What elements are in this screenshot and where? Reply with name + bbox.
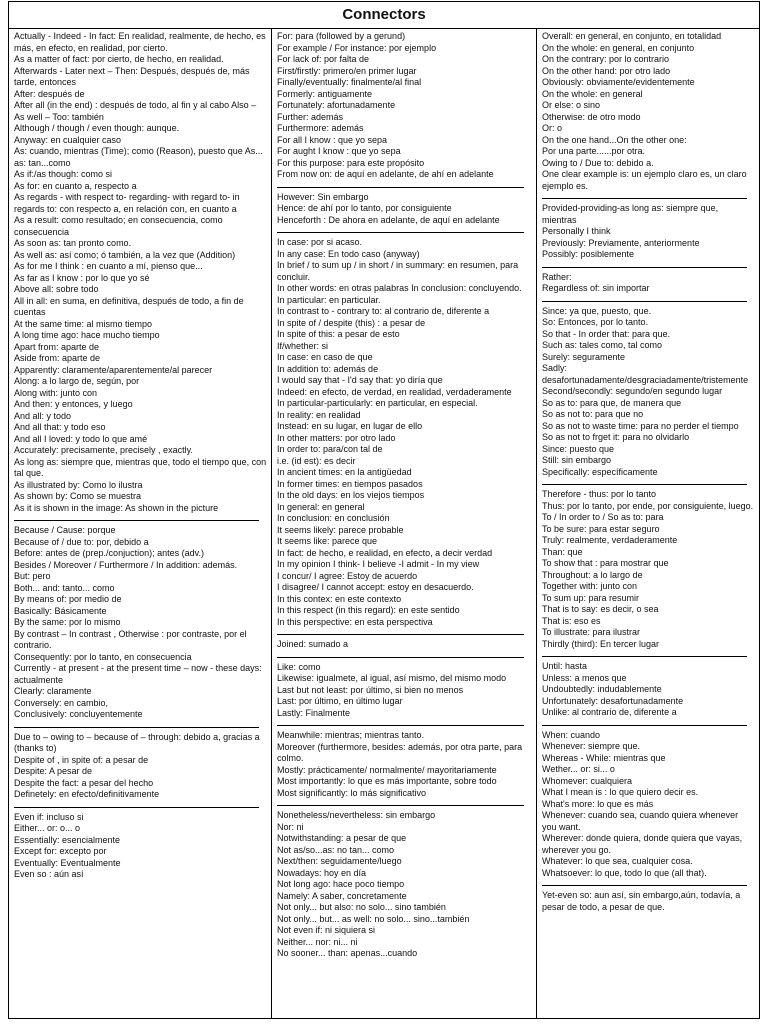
connector-entry: And all I loved: y todo lo que amé (14, 433, 148, 444)
connector-group (542, 489, 755, 650)
connector-entry: What's more: lo que es más (542, 798, 654, 809)
connector-entry: Clearly: claramente (14, 686, 92, 696)
connector-entry: Due to – owing to – because of – through: debido a, gracias a (thanks to) (14, 731, 260, 753)
connector-entry: So as not to frget it: para no olvidarlo (542, 432, 690, 442)
connector-entry: In particular: en particular. (277, 294, 381, 305)
connector-entry: As a result: como resultado; en consecuencia, como consecuencia (14, 215, 223, 237)
connector-entry: Both... and: tanto... como (14, 582, 115, 593)
connector-entry: In contrast to - contrary to: al contrario de, diferente a (277, 306, 490, 316)
connector-entry: Apart from: aparte de (14, 341, 100, 352)
connector-entry: Whenever: siempre que. (542, 741, 641, 751)
connector-entry: In other words: en otras palabras In conclusion: concluyendo. (277, 283, 522, 293)
connector-entry: Most significantly: lo más significativo (277, 787, 427, 798)
connector-entry: Basically: Básicamente (14, 605, 107, 616)
connector-entry: Thus: por lo tanto, por ende, por consiguiente, luego. (542, 500, 754, 511)
connector-entry: For lack of: por falta de (277, 54, 370, 64)
column-2 (272, 29, 537, 1018)
connector-entry: Overall: en general, en conjunto, en totalidad (542, 31, 722, 41)
connector-entry: Until: hasta (542, 661, 588, 671)
connector-entry: In other matters: por otro lado (277, 432, 396, 443)
connector-entry: As a matter of fact: por cierto, de hecho, en realidad. (14, 54, 224, 64)
connector-entry: So as to: para que, de manera que (542, 397, 682, 408)
connector-entry: For aught I know : que yo sepa (277, 146, 401, 156)
connector-entry: To be sure: para estar seguro (542, 523, 660, 534)
connector-entry: Actually - Indeed - In fact: En realidad, realmente, de hecho, es más, en efecto, en realidad, por cierto. (14, 31, 266, 53)
connector-entry: By contrast – In contrast , Otherwise : por contraste, por el contrario. (14, 628, 247, 650)
connector-group (277, 237, 532, 628)
connector-entry: As illustrated by: Como lo ilustra (14, 479, 143, 490)
connector-entry: Because of / due to: por, debido a (14, 536, 149, 547)
connector-entry: In former times: en tiempos pasados (277, 478, 423, 489)
connector-entry: Por una parte......por otra. (542, 146, 646, 156)
connector-entry: Unfortunately: desafortunadamente (542, 695, 684, 706)
section-divider (277, 657, 524, 658)
connector-entry: Furthermore: además (277, 123, 364, 133)
connector-entry: I concur/ I agree: Estoy de acuerdo (277, 570, 418, 581)
section-divider (277, 634, 524, 635)
section-divider (542, 484, 747, 485)
connector-entry: From now on: de aquí en adelante, de ahí en adelante (277, 169, 494, 179)
connector-entry: Conversely: en cambio, (14, 697, 109, 708)
connector-entry: Indeed: en efecto, de verdad, en realidad, verdaderamente (277, 386, 512, 397)
connector-group (542, 31, 755, 192)
connector-entry: What I mean is : lo que quiero decir es. (542, 787, 699, 797)
connector-entry: As far as I know : por lo que yo sé (14, 272, 150, 283)
connector-entry: Not long ago: hace poco tiempo (277, 879, 405, 889)
connector-entry: In ancient times: en la antigüedad (277, 467, 412, 477)
connector-entry: But: pero (14, 571, 51, 581)
connector-entry: Along: a lo largo de, según, por (14, 376, 140, 386)
connector-entry: Conclusively: concluyentemente (14, 709, 143, 719)
connector-entry: All in all: en suma, en definitiva, después de todo, a fin de cuentas (14, 295, 244, 317)
connector-entry: In any case: En todo caso (anyway) (277, 248, 420, 259)
connector-entry: Since: puesto que (542, 443, 615, 454)
section-divider (277, 805, 524, 806)
connector-entry: First/firstly: primero/en primer lugar (277, 65, 417, 76)
connector-group (542, 661, 755, 719)
connector-entry: As for: en cuanto a, respecto a (14, 180, 137, 191)
connector-entry: However: Sin embargo (277, 191, 369, 202)
connector-entry: At the same time: al mismo tiempo (14, 318, 153, 329)
connector-entry: As soon as: tan pronto como. (14, 238, 132, 248)
connector-entry: By the same: por lo mismo (14, 617, 121, 627)
connector-group (542, 306, 755, 479)
section-divider (14, 807, 259, 808)
connector-entry: Lastly: Finalmente (277, 707, 351, 718)
connector-entry: In reality: en realidad (277, 409, 361, 420)
connectors-sheet (8, 1, 760, 1019)
connector-entry: After: después de (14, 88, 85, 99)
section-divider (277, 187, 524, 188)
section-divider (277, 725, 524, 726)
connector-entry: Than: que (542, 546, 583, 557)
connector-entry: Or else: o sino (542, 100, 601, 110)
connector-group (277, 192, 532, 227)
connector-entry: Nowadays: hoy en día (277, 867, 367, 878)
connector-entry: Whenever: cuando sea, cuando quiera whenever you want. (542, 810, 739, 832)
connector-entry: Namely: A saber, concretamente (277, 890, 407, 901)
connector-entry: Not as/so...as: no tan... como (277, 844, 395, 855)
connector-entry: In my opinion I think- I believe -I admit - In my view (277, 559, 480, 569)
connector-entry: Not only... but also: no solo... sino también (277, 902, 446, 912)
connector-entry: Henceforth : De ahora en adelante, de aquí en adelante (277, 214, 500, 225)
column-3 (537, 29, 759, 1018)
connector-group (277, 662, 532, 720)
page-title: Connectors (9, 2, 759, 29)
connector-entry: Whereas - While: mientras que (542, 752, 666, 763)
connector-entry: Most importantly: lo que es más importante, sobre todo (277, 776, 497, 786)
connector-group (542, 272, 755, 295)
connector-entry: To show that : para mostrar que (542, 558, 669, 568)
connector-entry: Second/secondly: segundo/en segundo lugar (542, 386, 723, 396)
connector-entry: On the whole: en general (542, 88, 643, 99)
connector-entry: In particular-particularly: en particular, en especial. (277, 398, 478, 408)
connector-entry: Owing to / Due to: debido a. (542, 157, 654, 168)
connector-entry: In brief / to sum up / in short / in summary: en resumen, para concluir. (277, 260, 519, 282)
connector-entry: Unless: a menos que (542, 672, 627, 683)
section-divider (14, 727, 259, 728)
connector-entry: As it is shown in the image: As shown in the picture (14, 502, 219, 513)
connector-entry: Finally/eventually: finalmente/al final (277, 77, 422, 87)
connector-entry: So as not to: para que no (542, 409, 644, 419)
section-divider (542, 885, 747, 886)
connector-entry: As well as: así como; ó también, a la vez que (Addition) (14, 249, 236, 260)
connector-entry: Such as: tales como, tal como (542, 340, 663, 350)
connector-entry: Even if: incluso si (14, 811, 84, 822)
connector-entry: In the old days: en los viejos tiempos (277, 490, 425, 500)
connector-entry: And all: y todo (14, 410, 72, 421)
connector-entry: In case: por si acaso. (277, 237, 363, 247)
connector-entry: So as not to waste time: para no perder el tiempo (542, 420, 739, 431)
connector-entry: Since: ya que, puesto, que. (542, 305, 652, 316)
connector-entry: As: cuando, mientras (Time); como (Reason), puesto que As... as: tan...como (14, 146, 263, 168)
column-1 (9, 29, 272, 1018)
connector-entry: Despite: A pesar de (14, 766, 93, 776)
connector-entry: In addition to: además de (277, 363, 379, 374)
connector-entry: As if:/as though: como si (14, 169, 113, 179)
connector-entry: Previously: Previamente, anteriormente (542, 237, 700, 248)
connector-entry: Not only... but... as well: no solo... sino...también (277, 913, 470, 924)
section-divider (542, 267, 747, 268)
connector-entry: Notwithstanding: a pesar de que (277, 833, 407, 843)
connector-entry: That is to say: es decir, o sea (542, 604, 659, 614)
connector-entry: To / In order to / So as to: para (542, 512, 664, 522)
connector-entry: Yet-even so: aun así, sin embargo,aún, todavía, a pesar de todo, a pesar de que. (542, 890, 741, 912)
connector-entry: Except for: excepto por (14, 846, 107, 856)
connector-group (14, 525, 267, 721)
connector-entry: In case: en caso de que (277, 352, 373, 362)
connector-entry: Therefore - thus: por lo tanto (542, 489, 657, 499)
connector-entry: No sooner... than: apenas...cuando (277, 948, 418, 958)
connector-entry: Obviously: obviamente/evidentemente (542, 77, 695, 87)
connector-entry: Surely: seguramente (542, 351, 626, 362)
connector-entry: Still: sin embargo (542, 455, 612, 465)
connector-entry: For this purpose: para este propósito (277, 157, 425, 168)
connector-entry: After all (in the end) : después de todo, al fin y al cabo Also – As well – Too: también (14, 100, 257, 122)
connector-entry: Thirdly (third): En tercer lugar (542, 638, 660, 649)
connector-entry: On the other hand: por otro lado (542, 65, 671, 76)
columns-container (9, 29, 759, 1018)
connector-entry: Not even if: ni siquiera si (277, 925, 376, 935)
connector-entry: One clear example is: un ejemplo claro es, un claro ejemplo es. (542, 169, 747, 191)
connector-entry: Before: antes de (prep./conjuction); antes (adv.) (14, 548, 204, 558)
connector-entry: It seems like: parece que (277, 536, 378, 546)
connector-entry: Anyway: en cualquier caso (14, 134, 122, 145)
connector-entry: Undoubtedly: indudablemente (542, 684, 662, 694)
section-divider (542, 656, 747, 657)
connector-entry: Moreover (furthermore, besides: además, por otra parte, para colmo. (277, 741, 523, 763)
connector-entry: Currently - at present - at the present time – now - these days: actualmente (14, 663, 262, 685)
connector-group (14, 31, 267, 514)
connector-entry: Whomever: cualquiera (542, 775, 633, 786)
connector-entry: Otherwise: de otro modo (542, 111, 641, 122)
connector-entry: Above all: sobre todo (14, 284, 99, 294)
connector-group (277, 810, 532, 960)
connector-entry: Although / though / even though: aunque. (14, 123, 180, 133)
connector-entry: i.e. (id est): es decir (277, 455, 356, 466)
connector-entry: As shown by: Como se muestra (14, 491, 142, 501)
connector-entry: Truly: realmente, verdaderamente (542, 535, 678, 545)
connector-group (277, 730, 532, 799)
connector-entry: Joined: sumado a (277, 639, 349, 649)
connector-entry: On the one hand...On the other one: (542, 134, 687, 145)
connector-entry: Personally I think (542, 226, 611, 236)
connector-entry: So that - In order that: para que. (542, 328, 671, 339)
connector-entry: Specifically: específicamente (542, 466, 658, 477)
connector-entry: In this contex: en este contexto (277, 593, 402, 604)
connector-entry: Wether... or: si... o (542, 764, 615, 774)
connector-entry: Like: como (277, 661, 321, 672)
connector-entry: In general: en general (277, 501, 365, 512)
connector-entry: Fortunately: afortunadamente (277, 100, 396, 110)
connector-entry: To illustrate: para ilustrar (542, 627, 641, 637)
connector-entry: Accurately: precisamente, precisely , exactly. (14, 445, 193, 455)
connector-entry: If/whether: si (277, 340, 329, 351)
connector-entry: Likewise: igualmete, al igual, así mismo, del mismo modo (277, 673, 507, 683)
connector-entry: Provided-providing-as long as: siempre que, mientras (542, 203, 719, 225)
connector-entry: Formerly: antiguamente (277, 88, 373, 99)
connector-entry: Nor: ni (277, 821, 304, 832)
connector-entry: Last: por último, en último lugar (277, 696, 403, 706)
connector-entry: Definetely: en efecto/definitivamente (14, 789, 160, 799)
connector-entry: Throughout: a lo largo de (542, 569, 643, 580)
connector-group (277, 31, 532, 181)
connector-entry: A long time ago: hace mucho tiempo (14, 330, 160, 340)
connector-entry: Possibly: posiblemente (542, 249, 635, 259)
connector-entry: Eventually: Eventualmente (14, 857, 121, 868)
connector-group (14, 732, 267, 801)
connector-entry: And all that: y todo eso (14, 422, 106, 432)
connector-entry: In fact: de hecho, e realidad, en efecto, a decir verdad (277, 547, 493, 558)
connector-entry: Together with: junto con (542, 581, 638, 591)
connector-entry: Essentially: esencialmente (14, 834, 121, 845)
connector-entry: In order to: para/con tal de (277, 444, 383, 454)
connector-entry: Either... or: o... o (14, 823, 81, 833)
connector-entry: Rather: (542, 271, 572, 282)
connector-entry: Despite the fact: a pesar del hecho (14, 777, 154, 788)
connector-entry: As for me I think : en cuanto a mí, pienso que... (14, 261, 203, 271)
connector-entry: Whatever: lo que sea, cualquier cosa. (542, 856, 693, 866)
connector-entry: In this perspective: en esta perspectiva (277, 616, 433, 627)
connector-entry: Regardless of: sin importar (542, 283, 650, 293)
connector-entry: Unlike: al contrario de, diferente a (542, 707, 677, 717)
section-divider (14, 520, 259, 521)
connector-entry: Wherever: donde quiera, donde quiera que vayas, wherever you go. (542, 833, 743, 855)
connector-entry: Because / Cause: porque (14, 525, 116, 535)
connector-entry: For example / For instance: por ejemplo (277, 42, 437, 53)
connector-entry: It seems likely: parece probable (277, 524, 404, 535)
connector-entry: When: cuando (542, 729, 601, 740)
connector-entry: In spite of / despite (this) : a pesar de (277, 317, 426, 328)
connector-entry: Further: además (277, 111, 344, 122)
connector-entry: Instead: en su lugar, en lugar de ello (277, 421, 423, 431)
connector-group (542, 890, 755, 913)
section-divider (542, 198, 747, 199)
connector-entry: Next/then: seguidamente/luego (277, 856, 402, 866)
connector-entry: Mostly: prácticamente/ normalmente/ mayoritariamente (277, 764, 497, 775)
connector-entry: On the contrary: por lo contrario (542, 54, 670, 64)
connector-entry: As long as: siempre que, mientras que, todo el tiempo que, con tal que. (14, 456, 267, 478)
section-divider (542, 725, 747, 726)
connector-group (14, 812, 267, 881)
connector-entry: In this respect (in this regard): en este sentido (277, 605, 460, 615)
connector-entry: As regards - with respect to- regarding- with regard to- in regards to: con respecto a, en relación con, en cuanto a (14, 192, 240, 214)
connector-entry: For: para (followed by a gerund) (277, 31, 406, 41)
connector-entry: Or: o (542, 123, 563, 133)
connector-group (542, 203, 755, 261)
connector-entry: On the whole: en general, en conjunto (542, 42, 695, 53)
connector-entry: Last but not least: por último, si bien no menos (277, 684, 464, 695)
section-divider (277, 232, 524, 233)
connector-entry: To sum up: para resumir (542, 592, 640, 603)
connector-entry: Despite of , in spite of: a pesar de (14, 754, 149, 765)
connector-entry: Nonetheless/nevertheless: sin embargo (277, 810, 436, 820)
connector-entry: Even so : aún así (14, 869, 84, 879)
connector-entry: That is: eso es (542, 615, 601, 626)
connector-entry: So: Entonces, por lo tanto. (542, 317, 649, 327)
connector-entry: I would say that - I'd say that: yo diría que (277, 375, 443, 385)
connector-entry: And then: y entonces, y luego (14, 399, 133, 409)
connector-entry: Neither... nor: ni... ni (277, 936, 358, 947)
connector-entry: Whatsoever: lo que, todo lo que (all that). (542, 867, 707, 878)
connector-entry: Hence: de ahí por lo tanto, por consiguiente (277, 203, 452, 213)
connector-entry: Meanwhile: mientras; mientras tanto. (277, 730, 425, 740)
connector-entry: Apparently: claramente/aparentemente/al parecer (14, 364, 213, 375)
connector-group (542, 730, 755, 880)
connector-entry: I disagree/ I cannot accept: estoy en desacuerdo. (277, 582, 474, 592)
connector-entry: By means of: por medio de (14, 594, 122, 604)
connector-entry: Sadly: desafortunadamente/desgraciadamente/tristemente (542, 363, 749, 385)
connector-entry: Afterwards - Later next – Then: Después, después de, más tarde, entonces (14, 65, 250, 87)
connector-entry: Consequently: por lo tanto, en consecuencia (14, 651, 192, 662)
section-divider (542, 301, 747, 302)
connector-entry: Besides / Moreover / Furthermore / In addition: además. (14, 559, 238, 570)
connector-entry: For all I know : que yo sepa (277, 134, 388, 145)
connector-entry: Aside from: aparte de (14, 353, 101, 363)
connector-entry: Along with: junto con (14, 387, 98, 398)
connector-entry: In spite of this: a pesar de esto (277, 329, 400, 339)
connector-group (277, 639, 532, 651)
connector-entry: In conclusion: en conclusión (277, 513, 390, 523)
